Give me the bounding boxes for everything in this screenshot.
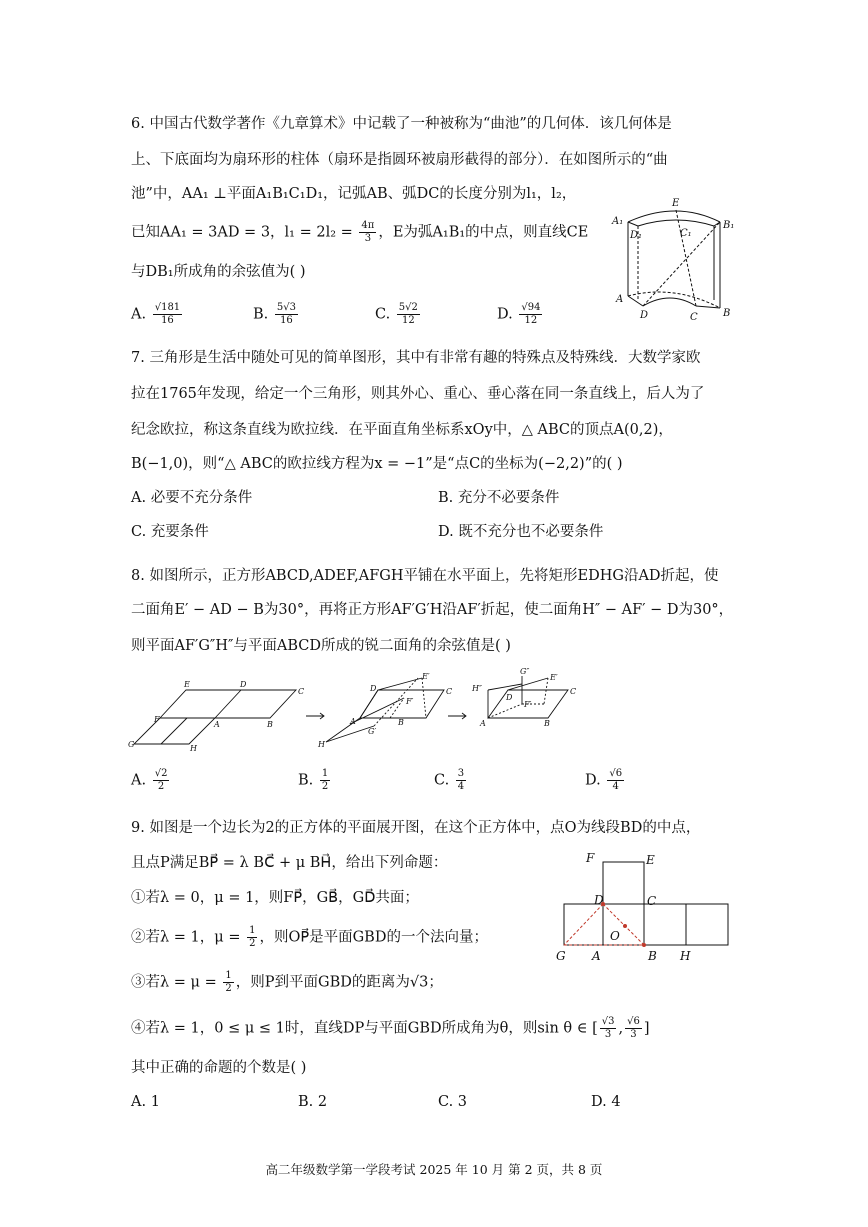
q6-line-3: 池”中，AA₁ ⊥平面A₁B₁C₁D₁，记弧AB、弧DC的长度分别为l₁，l₂， xyxy=(131,186,577,202)
q8-option-c[interactable]: C. $\frac{3}{4}$ xyxy=(434,768,465,792)
q8-fig2-label-a: A xyxy=(350,717,356,726)
q8-fig1-label-b: B xyxy=(267,720,273,729)
q7-line-4: B(−1,0)，则“△ ABC的欧拉线方程为x = −1”是“点C的坐标为(−2,2)”的( ) xyxy=(131,456,623,472)
q8-option-d[interactable]: D. $\frac{√6}{4}$ xyxy=(585,768,623,792)
q8-fig2-label-c: C xyxy=(446,687,453,696)
q9-fig-label-d: D xyxy=(594,893,604,907)
q8-fig1-label-h: H xyxy=(190,744,197,753)
q8-line-2: 二面角E′ − AD − B为30°，再将正方形AF′G′H沿AF′折起，使二面角H″ − AF′ − D为30°， xyxy=(131,602,734,618)
q6-figure-quchi xyxy=(610,198,740,323)
q9-proposition-3: ③若λ = μ = $\frac{1}{2}$ ，则P到平面GBD的距离为√3； xyxy=(131,970,443,994)
q8-fig1-label-c: C xyxy=(298,687,305,696)
q9-line-1: 9. 如图是一个边长为2的正方体的平面展开图，在这个正方体中，点O为线段BD的中点， xyxy=(131,820,701,836)
q7-option-a[interactable]: A. 必要不充分条件 xyxy=(131,490,253,506)
q8-fig2-label-e-prime: E′ xyxy=(422,672,430,681)
q7-option-b[interactable]: B. 充分不必要条件 xyxy=(438,490,560,506)
q8-fig2-label-b: B xyxy=(398,718,404,727)
q8-line-1: 8. 如图所示，正方形ABCD,ADEF,AFGH平铺在水平面上，先将矩形EDHG沿AD折起，使 xyxy=(131,568,719,584)
q8-fig3-label-e-prime: E′ xyxy=(550,673,558,682)
q6-fig-label-d: D xyxy=(640,310,649,321)
q6-line-4-start: 已知AA₁ = 3AD = 3，l₁ = 2l₂ = xyxy=(131,224,358,241)
q6-fig-label-b1: B₁ xyxy=(723,220,735,231)
q6-frac: $\frac{4\pi}{3}$ xyxy=(361,220,375,244)
q7-line-3: 纪念欧拉，称这条直线为欧拉线．在平面直角坐标系xOy中，△ ABC的顶点A(0,2)， xyxy=(131,422,673,438)
q7-option-c[interactable]: C. 充要条件 xyxy=(131,524,209,540)
q8-figure-folding-sequence xyxy=(128,667,578,754)
q9-fig-label-g: G xyxy=(556,949,566,963)
q8-fig2-label-f-prime: F′ xyxy=(406,697,414,706)
q8-fig2-label-g-prime: G′ xyxy=(368,727,377,736)
q6-fig-label-a: A xyxy=(616,294,624,305)
q6-option-d[interactable]: D. $\frac{√94}{12}$ xyxy=(497,302,541,326)
q9-fig-label-f: F xyxy=(586,851,595,865)
q6-fig-label-d1: D₁ xyxy=(630,230,643,241)
q8-fig3-label-a: A xyxy=(480,719,486,728)
q6-fig-label-e: E xyxy=(672,198,680,209)
q6-option-b[interactable]: B. $\frac{5√3}{16}$ xyxy=(253,302,296,326)
q9-option-d[interactable]: D. 4 xyxy=(591,1094,621,1110)
q9-proposition-2: ②若λ = 1，μ = $\frac{1}{2}$ ，则OP⃗是平面GBD的一个法向量； xyxy=(131,925,488,949)
q8-fig1-label-e: E xyxy=(184,680,190,689)
q8-fig2-label-h: H xyxy=(318,740,325,749)
q8-option-b[interactable]: B. $\frac{1}{2}$ xyxy=(298,768,329,792)
q9-proposition-4: ④若λ = 1，0 ≤ μ ≤ 1时，直线DP与平面GBD所成角为θ，则sin θ ∈ [ $\frac{√3}{3}$ , $\frac{√6}{3}$ ] xyxy=(131,1016,650,1040)
q9-fig-label-o: O xyxy=(610,929,620,943)
q8-fig2-label-d: D xyxy=(370,684,377,693)
q8-fig3-label-g-dprime: G″ xyxy=(520,667,530,676)
q8-line-3: 则平面AF′G″H″与平面ABCD所成的锐二面角的余弦值是( ) xyxy=(131,638,511,654)
q9-fig-label-c: C xyxy=(647,894,657,908)
q6-fig-label-a1: A₁ xyxy=(612,216,624,227)
q6-option-c[interactable]: C. $\frac{5√2}{12}$ xyxy=(375,302,418,326)
q8-fig3-label-f-prime: F′ xyxy=(524,700,532,709)
q9-option-c[interactable]: C. 3 xyxy=(438,1094,468,1110)
q7-option-d[interactable]: D. 既不充分也不必要条件 xyxy=(438,524,604,540)
q6-line-1: 6. 中国古代数学著作《九章算术》中记载了一种被称为“曲池”的几何体．该几何体是 xyxy=(131,116,672,132)
q8-fig1-label-f: F xyxy=(154,715,160,724)
q8-fig1-label-g: G xyxy=(128,740,135,749)
q9-fig-label-b: B xyxy=(648,949,657,963)
q8-fig1-label-a: A xyxy=(214,720,220,729)
q9-fig-label-h: H xyxy=(680,949,691,963)
q9-line-2: 且点P满足BP⃗ = λ BC⃗ + μ BH⃗，给出下列命题： xyxy=(131,855,448,871)
q8-fig3-label-h-dprime: H″ xyxy=(472,684,482,693)
q9-option-b[interactable]: B. 2 xyxy=(298,1094,328,1110)
q8-fig3-label-b: B xyxy=(544,719,550,728)
q7-line-1: 7. 三角形是生活中随处可见的简单图形，其中有非常有趣的特殊点及特殊线．大数学家欧 xyxy=(131,350,701,366)
q9-proposition-1: ①若λ = 0，μ = 1，则FP⃗，GB⃗，GD⃗共面； xyxy=(131,890,419,906)
q7-line-2: 拉在1765年发现，给定一个三角形，则其外心、重心、垂心落在同一条直线上，后人为了 xyxy=(131,386,705,402)
page-footer: 高二年级数学第一学段考试 2025 年 10 月 第 2 页，共 8 页 xyxy=(265,1162,603,1177)
q9-figure-cube-net xyxy=(550,848,740,966)
q8-fig1-label-d: D xyxy=(240,680,247,689)
q9-question-prompt: 其中正确的命题的个数是( ) xyxy=(131,1060,307,1076)
q8-fig3-label-c: C xyxy=(570,687,577,696)
q6-line-2: 上、下底面均为扇环形的柱体（扇环是指圆环被扇形截得的部分）．在如图所示的“曲 xyxy=(131,152,668,168)
q6-option-a[interactable]: A. $\frac{√181}{16}$ xyxy=(131,302,181,326)
q6-line-4-end: ，E为弧A₁B₁的中点，则直线CE xyxy=(378,224,589,241)
q6-line-5: 与DB₁所成角的余弦值为( ) xyxy=(131,264,306,280)
q8-option-a[interactable]: A. $\frac{√2}{2}$ xyxy=(131,768,168,792)
q6-fig-label-c1: C₁ xyxy=(680,228,692,239)
q9-fig-label-e: E xyxy=(646,853,655,867)
q8-fig3-label-d: D xyxy=(506,693,513,702)
q9-option-a[interactable]: A. 1 xyxy=(131,1094,160,1110)
q6-line-4 xyxy=(131,220,588,245)
q6-fig-label-c: C xyxy=(690,312,698,323)
q9-fig-label-a: A xyxy=(592,949,601,963)
q6-fig-label-b: B xyxy=(723,308,731,319)
